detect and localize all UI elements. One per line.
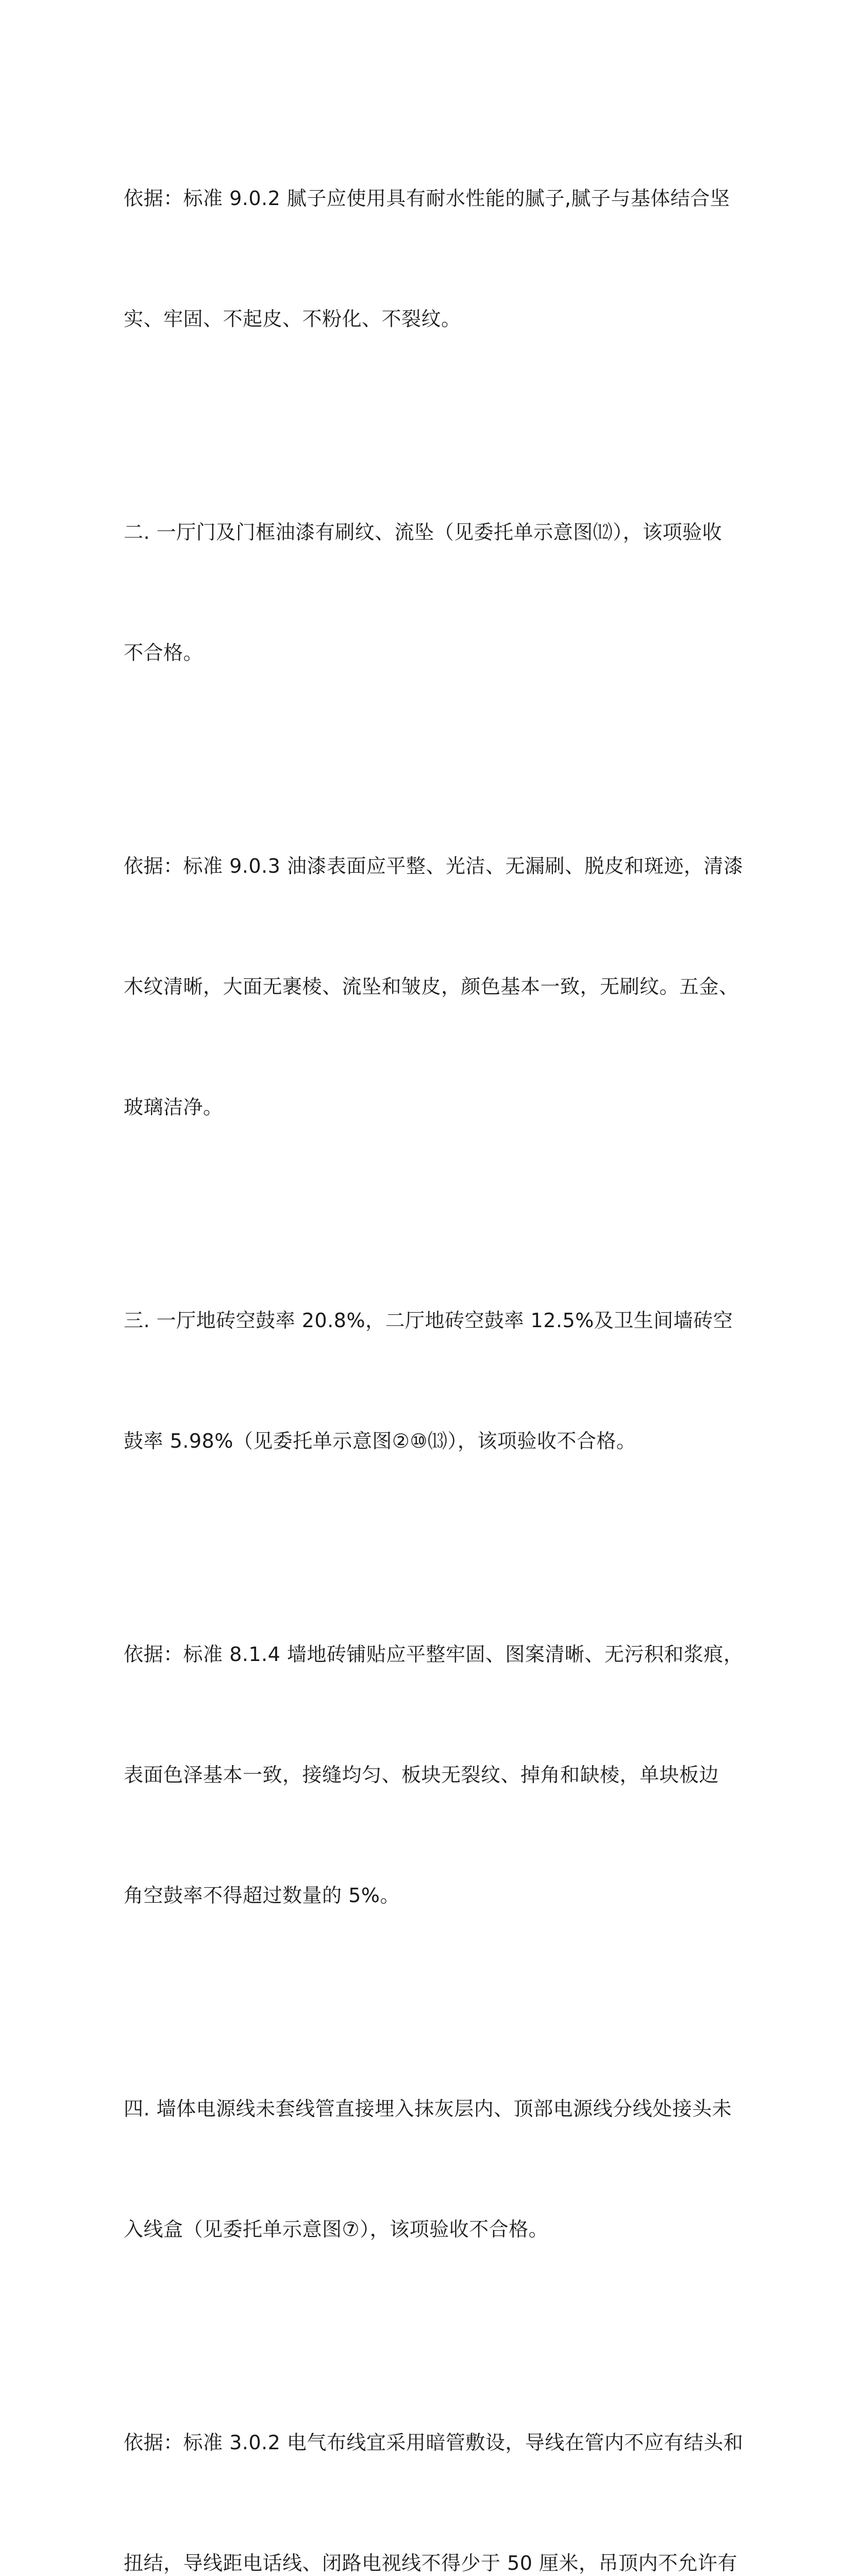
text-line: 不合格。 (124, 641, 204, 664)
text-line: 入线盒（见委托单示意图⑦），该项验收不合格。 (124, 2218, 549, 2241)
text-line: 角空鼓率不得超过数量的 5%。 (124, 1884, 400, 1907)
text-line: 依据：标准 8.1.4 墙地砖铺贴应平整牢固、图案清晰、无污积和浆痕， (124, 1643, 744, 1666)
text-line: 实、牢固、不起皮、不粉化、不裂纹。 (124, 308, 461, 330)
text-line: 四. 墙体电源线未套线管直接埋入抹灰层内、顶部电源线分线处接头未 (124, 2097, 732, 2120)
paragraph-item-3 (124, 1220, 733, 1541)
text-line: 玻璃洁净。 (124, 1096, 223, 1118)
paragraph-basis-9-0-2 (124, 98, 730, 419)
text-line: 依据：标准 9.0.2 腻子应使用具有耐水性能的腻子,腻子与基体结合坚 (124, 187, 730, 210)
text-line: 二. 一厅门及门框油漆有刷纹、流坠（见委托单示意图⑿），该项验收 (124, 521, 722, 544)
text-line: 扭结，导线距电话线、闭路电视线不得少于 50 厘米，吊顶内不允许有 (124, 2552, 738, 2574)
text-line: 依据：标准 9.0.3 油漆表面应平整、光洁、无漏刷、脱皮和斑迹，清漆 (124, 855, 744, 877)
paragraph-item-4 (124, 2008, 732, 2330)
paragraph-basis-8-1-4 (124, 1554, 744, 1996)
text-line: 三. 一厅地砖空鼓率 20.8%，二厅地砖空鼓率 12.5%及卫生间墙砖空 (124, 1309, 733, 1332)
paragraph-item-2 (124, 432, 727, 753)
document-body (124, 98, 744, 2576)
text-line: 表面色泽基本一致，接缝均匀、板块无裂纹、掉角和缺棱，单块板边 (124, 1764, 719, 1786)
text-line: 依据：标准 3.0.2 电气布线宜采用暗管敷设，导线在管内不应有结头和 (124, 2431, 744, 2454)
paragraph-basis-9-0-3 (124, 766, 744, 1208)
paragraph-basis-3-0-2 (124, 2342, 744, 2576)
text-line: 木纹清晰，大面无裹棱、流坠和皱皮，颜色基本一致，无刷纹。五金、 (124, 975, 739, 998)
text-line: 鼓率 5.98%（见委托单示意图②⑩⒀），该项验收不合格。 (124, 1430, 636, 1452)
